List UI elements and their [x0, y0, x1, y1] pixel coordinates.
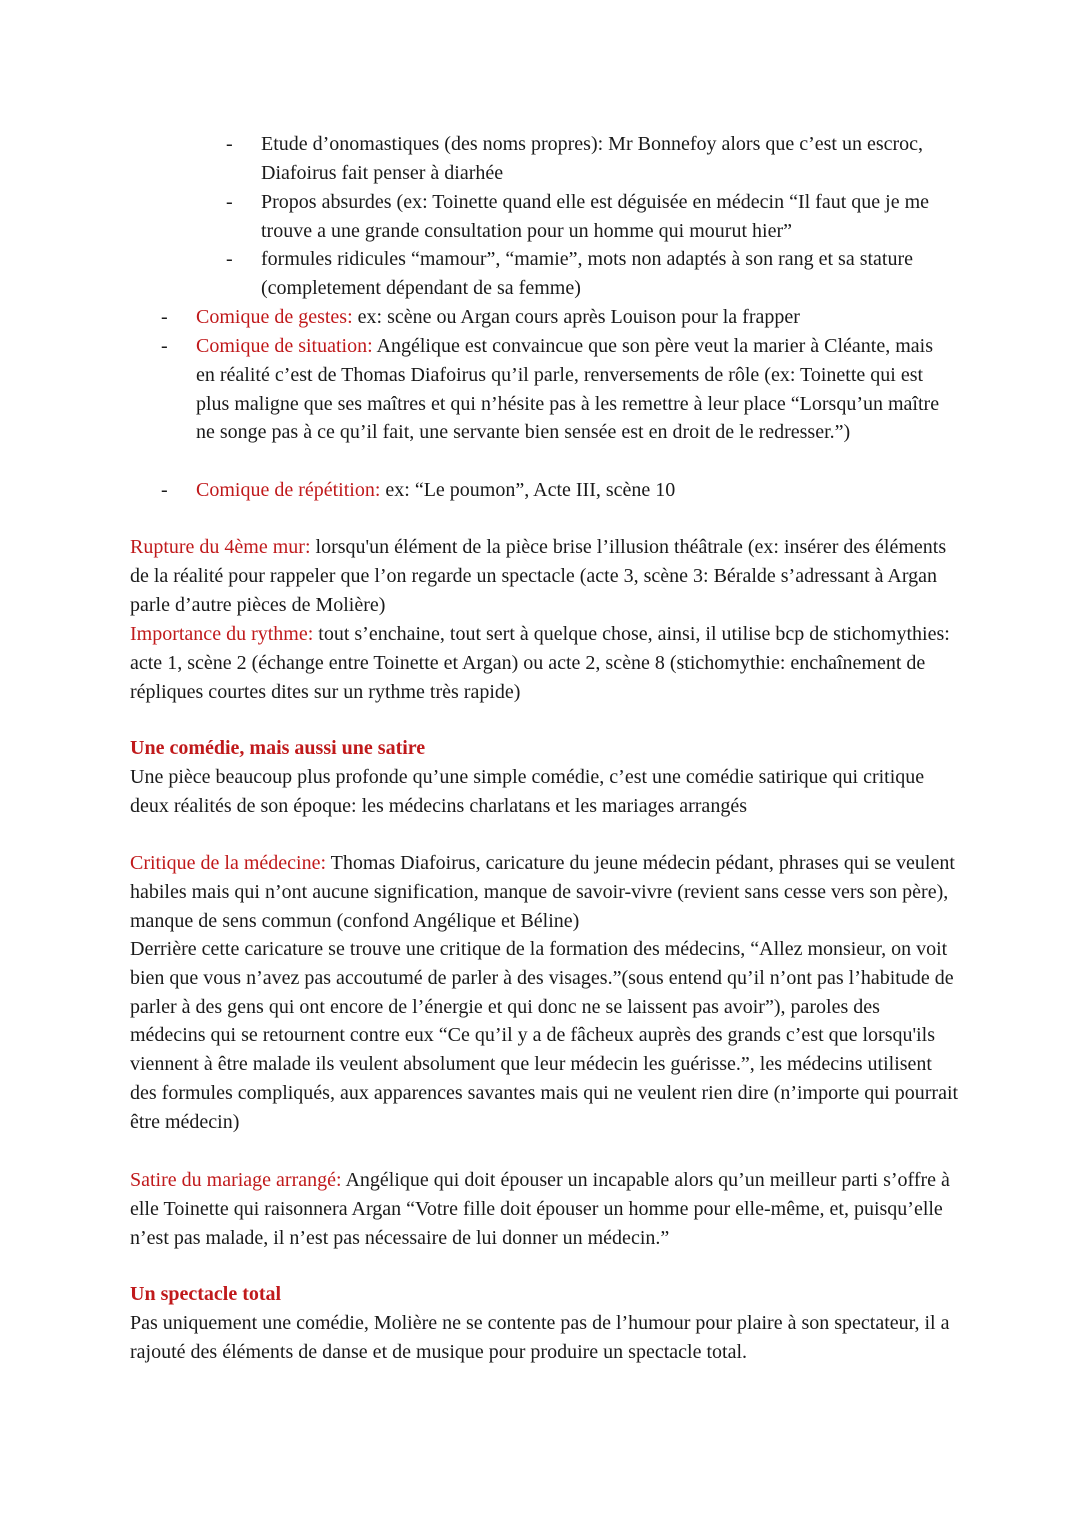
paragraph-medecine — [130, 849, 960, 935]
list-dash: - — [161, 479, 168, 501]
heading-spectacle: Un spectacle total — [130, 1283, 282, 1305]
item-label: Comique de répétition: — [196, 479, 381, 501]
paragraph-label: Importance du rythme: — [130, 623, 314, 645]
list-dash: - — [226, 133, 233, 155]
item-comique-repetition — [196, 476, 956, 505]
paragraph-label: Rupture du 4ème mur: — [130, 536, 311, 558]
paragraph-label: Critique de la médecine: — [130, 852, 327, 874]
sub-item-formules: formules ridicules “mamour”, “mamie”, mots non adaptés à son rang et sa stature (completement dépendant de sa femme) — [261, 248, 914, 299]
list-dash: - — [226, 191, 233, 213]
paragraph-label: Satire du mariage arrangé: — [130, 1169, 342, 1191]
heading-satire: Une comédie, mais aussi une satire — [130, 737, 426, 759]
item-text: ex: scène ou Argan cours après Louison pour la frapper — [352, 306, 800, 328]
paragraph-rythme — [130, 620, 960, 706]
paragraph-rupture — [130, 533, 960, 619]
item-comique-situation — [196, 332, 956, 447]
paragraph-text: tout s’enchaine, tout sert à quelque chose, ainsi, il utilise bcp de stichomythies: acte 1, scène 2 (échange entre Toinette et Argan) ou acte 2, scène 8 (stichomythie: enchaînement de répliques courtes dites sur un rythme très rapide) — [130, 623, 950, 703]
list-dash: - — [161, 306, 168, 328]
item-comique-gestes — [196, 303, 956, 332]
list-dash: - — [161, 335, 168, 357]
paragraph-text: Thomas Diafoirus, caricature du jeune médecin pédant, phrases qui se veulent habiles mais qui n’ont aucune signification, manque de savoir-vivre (revient sans cesse vers son père), manque de sens commun (confond Angélique et Béline) — [130, 852, 955, 932]
sub-item-propos-absurdes: Propos absurdes (ex: Toinette quand elle est déguisée en médecin “Il faut que je me trouve a une grande consultation pour un homme qui mourut hier” — [261, 191, 930, 242]
item-label: Comique de gestes: — [196, 306, 353, 328]
paragraph-text: lorsqu'un élément de la pièce brise l’illusion théâtrale (ex: insérer des éléments de la réalité pour rappeler que l’on regarde un spectacle (acte 3, scène 3: Béralde s’adressant à Argan parle d’autre pièces de Molière) — [130, 536, 947, 616]
list-dash: - — [226, 248, 233, 270]
item-text: Angélique est convaincue que son père veut la marier à Cléante, mais en réalité c’est de Thomas Diafoirus qu’il parle, renversements de rôle (ex: Toinette qui est plus maligne que ses maîtres et qui n’hésite pas à les remettre à leur place “Lorsqu’un maître ne songe pas à ce qu’il fait, une servante bien sensée est en droit de le redresser.”) — [196, 335, 940, 444]
item-label: Comique de situation: — [196, 335, 373, 357]
paragraph-text: Angélique qui doit épouser un incapable alors qu’un meilleur parti s’offre à elle Toinette qui raisonnera Argan “Votre fille doit épouser un homme pour elle-même, et, puisqu’elle n’est pas malade, il n’est pas nécessaire de lui donner un médecin.” — [130, 1169, 950, 1249]
paragraph-medecine-2: Derrière cette caricature se trouve une critique de la formation des médecins, “Allez monsieur, on voit bien que vous n’avez pas accoutumé de parler à des visages.”(sous entend qu’il n’ont pas l’habitude de parler à des gens qui ont encore de l’énergie et qui donc ne se laissent pas avoir”), paroles des médecins qui se retournent contre eux “Ce qu’il y a de fâcheux auprès des grands c’est que lorsqu'ils viennent à être malade ils veulent absolument que leur médecin les guérisse.”, les médecins utilisent des formules compliqués, aux apparences savantes mais qui ne veulent rien dire (n’importe qui pourrait être médecin) — [130, 938, 959, 1133]
paragraph-mariage — [130, 1166, 960, 1252]
paragraph-spectacle: Pas uniquement une comédie, Molière ne se contente pas de l’humour pour plaire à son spectateur, il a rajouté des éléments de danse et de musique pour produire un spectacle total. — [130, 1312, 950, 1363]
paragraph-satire: Une pièce beaucoup plus profonde qu’une simple comédie, c’est une comédie satirique qui critique deux réalités de son époque: les médecins charlatans et les mariages arrangés — [130, 766, 925, 817]
item-text: ex: “Le poumon”, Acte III, scène 10 — [380, 479, 676, 501]
sub-item-onomastique: Etude d’onomastiques (des noms propres): Mr Bonnefoy alors que c’est un escroc, Diafoirus fait penser à diarhée — [261, 133, 924, 184]
